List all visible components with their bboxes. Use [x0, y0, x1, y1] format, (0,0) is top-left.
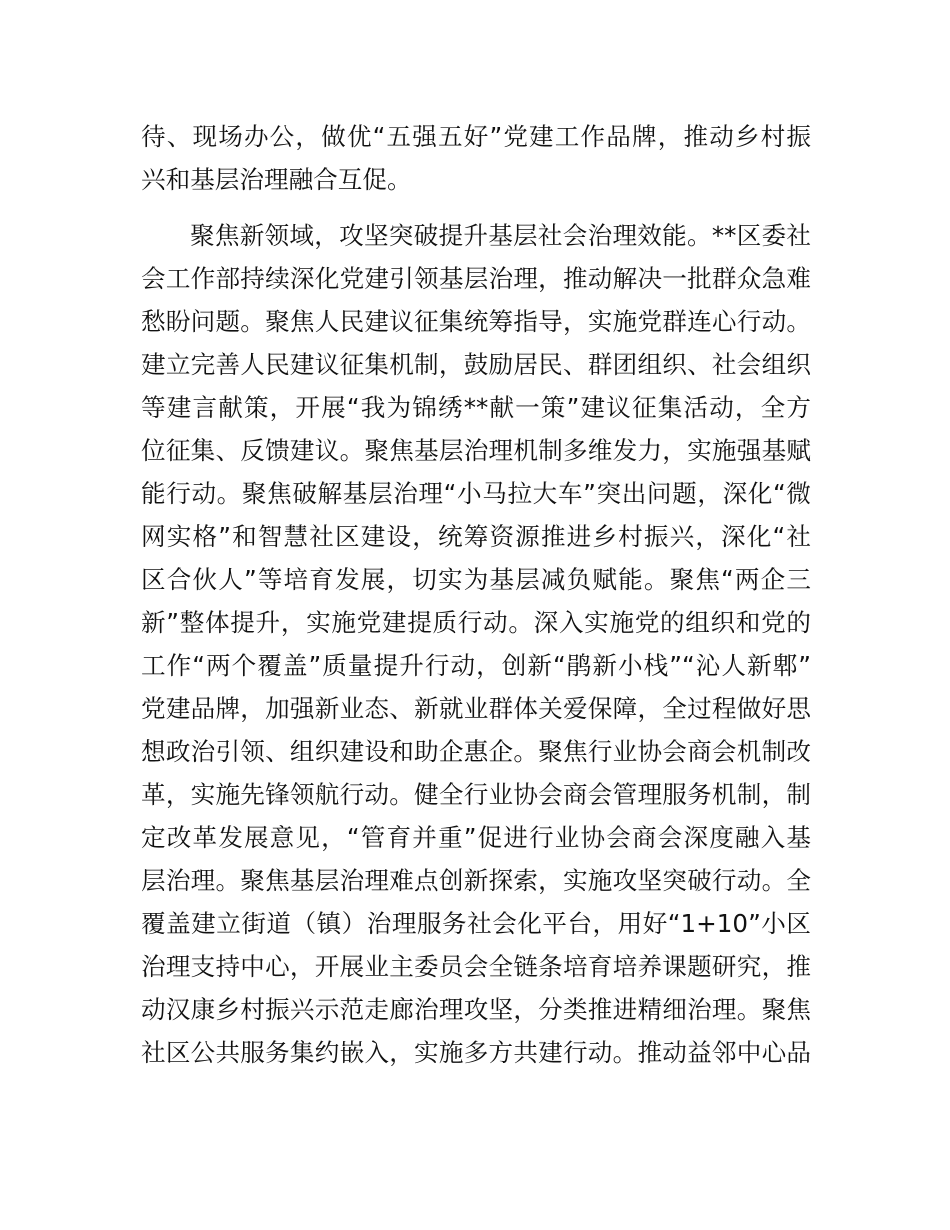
paragraph-2-line-14: 革，实施先锋领航行动。健全行业协会商会管理服务机制，制	[141, 780, 811, 809]
paragraph-2-line-12: 党建品牌，加强新业态、新就业群体关爱保障，全过程做好思	[141, 694, 811, 723]
paragraph-2-line-11: 工作“两个覆盖”质量提升行动，创新“鹃新小栈”“沁人新郫”	[141, 651, 811, 680]
paragraph-2-line-10: 新”整体提升，实施党建提质行动。深入实施党的组织和党的	[141, 608, 811, 637]
paragraph-2-line-9: 区合伙人”等培育发展，切实为基层减负赋能。聚焦“两企三	[141, 565, 811, 594]
paragraph-2-line-7: 能行动。聚焦破解基层治理“小马拉大车”突出问题，深化“微	[141, 479, 811, 508]
paragraph-2-line-5: 等建言献策，开展“我为锦绣**献一策”建议征集活动，全方	[141, 393, 811, 422]
paragraph-2-line-17: 覆盖建立街道（镇）治理服务社会化平台，用好“1+10”小区	[141, 909, 811, 938]
paragraph-2-line-8: 网实格”和智慧社区建设，统筹资源推进乡村振兴，深化“社	[141, 522, 811, 551]
paragraph-2-line-19: 动汉康乡村振兴示范走廊治理攻坚，分类推进精细治理。聚焦	[141, 995, 811, 1024]
paragraph-2-line-15: 定改革发展意见，“管育并重”促进行业协会商会深度融入基	[141, 823, 811, 852]
paragraph-2-line-18: 治理支持中心，开展业主委员会全链条培育培养课题研究，推	[141, 952, 811, 981]
paragraph-2-line-4: 建立完善人民建议征集机制，鼓励居民、群团组织、社会组织	[141, 350, 811, 379]
paragraph-2-line-6: 位征集、反馈建议。聚焦基层治理机制多维发力，实施强基赋	[141, 436, 811, 465]
paragraph-2-line-1: 聚焦新领域，攻坚突破提升基层社会治理效能。**区委社	[190, 221, 811, 250]
paragraph-2-line-20: 社区公共服务集约嵌入，实施多方共建行动。推动益邻中心品	[141, 1038, 811, 1067]
paragraph-1-line-1: 待、现场办公，做优“五强五好”党建工作品牌，推动乡村振	[141, 122, 811, 151]
paragraph-1-line-2: 兴和基层治理融合互促。	[141, 165, 412, 194]
paragraph-2-line-2: 会工作部持续深化党建引领基层治理，推动解决一批群众急难	[141, 264, 811, 293]
paragraph-2-line-13: 想政治引领、组织建设和助企惠企。聚焦行业协会商会机制改	[141, 737, 811, 766]
paragraph-2-line-3: 愁盼问题。聚焦人民建议征集统筹指导，实施党群连心行动。	[141, 307, 811, 336]
paragraph-2-line-16: 层治理。聚焦基层治理难点创新探索，实施攻坚突破行动。全	[141, 866, 811, 895]
